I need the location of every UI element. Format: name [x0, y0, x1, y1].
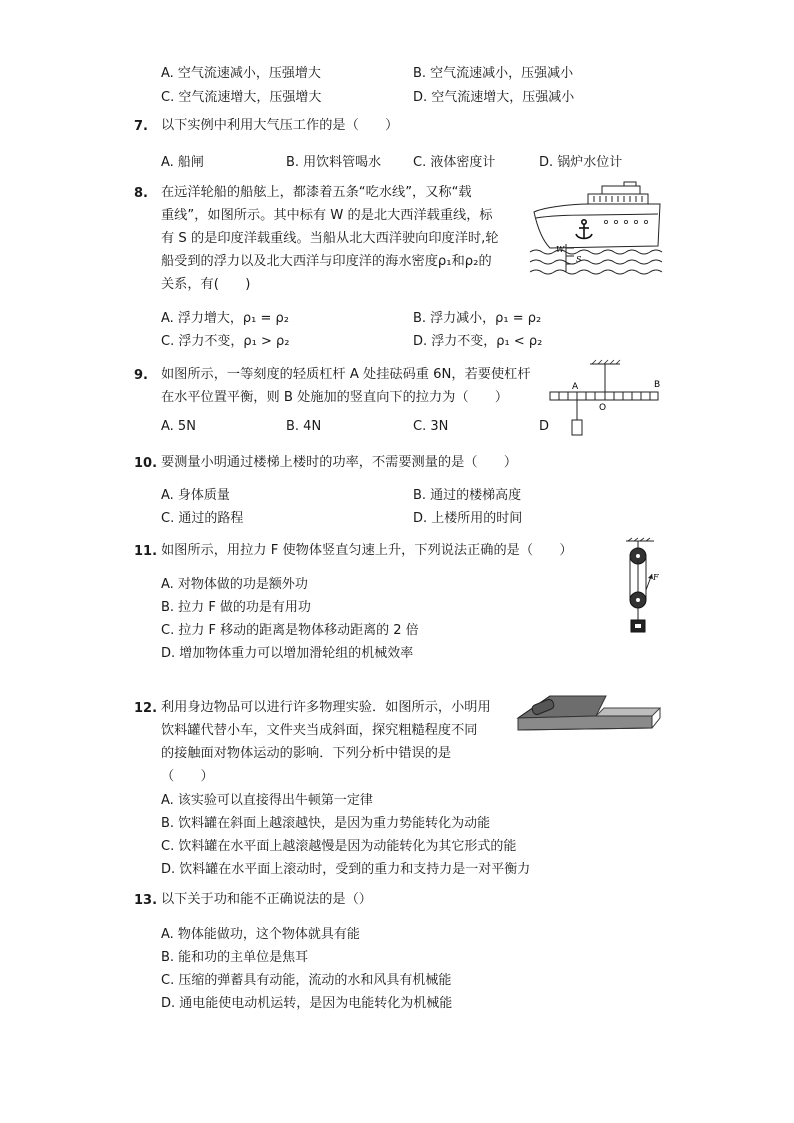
- q8-stem-line-1: 在远洋轮船的船舷上，都漆着五条“吃水线”，又称“载: [161, 185, 472, 200]
- q12-stem-line-4: （ ）: [161, 769, 214, 784]
- ship-label-s: S: [576, 255, 582, 264]
- q6-option-a: A. 空气流速减小，压强增大: [161, 66, 321, 81]
- q7-stem: 以下实例中利用大气压工作的是（ ）: [161, 118, 399, 133]
- q9-stem-line-1: 如图所示，一等刻度的轻质杠杆 A 处挂砝码重 6N，若要使杠杆: [161, 367, 531, 382]
- lever-figure: [548, 360, 666, 440]
- q7-number: 7.: [134, 119, 148, 134]
- q11-option-d: D. 增加物体重力可以增加滑轮组的机械效率: [161, 646, 414, 661]
- q7-option-c: C. 液体密度计: [413, 155, 496, 170]
- q13-option-b: B. 能和功的主单位是焦耳: [161, 950, 309, 965]
- q9-stem-line-2: 在水平位置平衡，则 B 处施加的竖直向下的拉力为（ ）: [161, 390, 509, 405]
- q13-stem: 以下关于功和能不正确说法的是（）: [161, 892, 372, 907]
- q10-stem: 要测量小明通过楼梯上楼时的功率，不需要测量的是（ ）: [161, 455, 518, 470]
- q7-option-d: D. 锅炉水位计: [539, 155, 623, 170]
- q9-option-b: B. 4N: [286, 419, 322, 434]
- q6-option-d: D. 空气流速增大，压强减小: [413, 90, 575, 105]
- q11-number: 11.: [134, 544, 158, 559]
- q9-option-a: A. 5N: [161, 419, 196, 434]
- q11-option-a: A. 对物体做的功是额外功: [161, 577, 308, 592]
- q8-option-d: D. 浮力不变，ρ₁ < ρ₂: [413, 334, 543, 349]
- q13-option-c: C. 压缩的弹蓄具有动能，流动的水和风具有机械能: [161, 973, 452, 988]
- q11-option-b: B. 拉力 F 做的功是有用功: [161, 600, 311, 615]
- q8-stem-line-4: 船受到的浮力以及北大西洋与印度洋的海水密度ρ₁和ρ₂的: [161, 254, 492, 269]
- q13-option-a: A. 物体能做功，这个物体就具有能: [161, 927, 360, 942]
- q12-option-d: D. 饮料罐在水平面上滚动时，受到的重力和支持力是一对平衡力: [161, 862, 531, 877]
- q10-number: 10.: [134, 456, 158, 471]
- q13-option-d: D. 通电能使电动机运转，是因为电能转化为机械能: [161, 996, 453, 1011]
- q12-stem-line-2: 饮料罐代替小车，文件夹当成斜面，探究粗糙程度不同: [161, 723, 478, 738]
- q8-number: 8.: [134, 186, 148, 201]
- q9-option-d: D: [539, 419, 550, 434]
- q10-option-b: B. 通过的楼梯高度: [413, 488, 522, 503]
- q8-option-a: A. 浮力增大，ρ₁ = ρ₂: [161, 311, 290, 326]
- q6-option-b: B. 空气流速减小，压强减小: [413, 66, 574, 81]
- q12-option-b: B. 饮料罐在斜面上越滚越快，是因为重力势能转化为动能: [161, 816, 491, 831]
- q8-stem-line-5: 关系，有( ): [161, 277, 251, 292]
- q8-option-b: B. 浮力减小，ρ₁ = ρ₂: [413, 311, 542, 326]
- q12-stem-line-1: 利用身边物品可以进行许多物理实验．如图所示，小明用: [161, 700, 491, 715]
- q12-stem-line-3: 的接触面对物体运动的影响．下列分析中错误的是: [161, 746, 452, 761]
- q11-stem: 如图所示，用拉力 F 使物体竖直匀速上升，下列说法正确的是（ ）: [161, 543, 573, 558]
- q12-option-c: C. 饮料罐在水平面上越滚越慢是因为动能转化为其它形式的能: [161, 839, 517, 854]
- pulley-figure: [618, 538, 662, 640]
- q8-stem-line-3: 有 S 的是印度洋载重线。当船从北大西洋驶向印度洋时,轮: [161, 231, 499, 246]
- q12-option-a: A. 该实验可以直接得出牛顿第一定律: [161, 793, 373, 808]
- ship-label-w: W: [556, 245, 565, 254]
- q12-number: 12.: [134, 701, 158, 716]
- ramp-figure: [516, 694, 662, 736]
- q9-number: 9.: [134, 368, 148, 383]
- q8-option-c: C. 浮力不变，ρ₁ > ρ₂: [161, 334, 290, 349]
- q7-option-b: B. 用饮料管喝水: [286, 155, 382, 170]
- lever-label-b: B: [654, 380, 661, 390]
- q10-option-a: A. 身体质量: [161, 488, 230, 503]
- q13-number: 13.: [134, 893, 158, 908]
- q8-stem-line-2: 重线”，如图所示。其中标有 W 的是北大西洋载重线，标: [161, 208, 493, 223]
- q7-option-a: A. 船闸: [161, 155, 204, 170]
- lever-label-a: A: [572, 382, 579, 392]
- q10-option-d: D. 上楼所用的时间: [413, 511, 523, 526]
- q6-option-c: C. 空气流速增大，压强增大: [161, 90, 322, 105]
- lever-label-o: O: [599, 403, 607, 413]
- ship-figure: [528, 182, 664, 280]
- pulley-label-f: F: [653, 573, 659, 582]
- q10-option-c: C. 通过的路程: [161, 511, 244, 526]
- q9-option-c: C. 3N: [413, 419, 449, 434]
- q11-option-c: C. 拉力 F 移动的距离是物体移动距离的 2 倍: [161, 623, 419, 638]
